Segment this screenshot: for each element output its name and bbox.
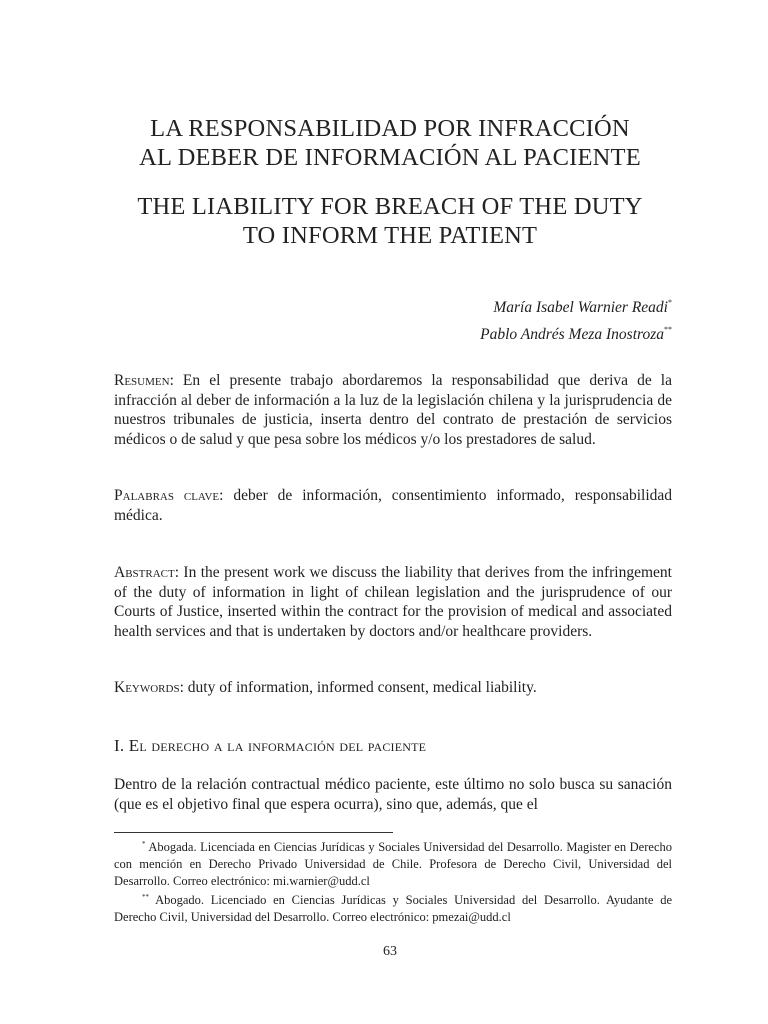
footnote-2-text: Abogado. Licenciado en Ciencias Jurídicas y Sociales Universidad del Desarrollo. Ayudante de Derecho Civil, Universidad del Desarrollo. Correo electrónico: pmezai@udd.cl: [114, 893, 672, 925]
author-1: [480, 292, 672, 319]
author-1-footnote-mark[interactable]: *: [668, 298, 672, 307]
author-1-name: María Isabel Warnier Readi: [493, 299, 668, 316]
english-title: [100, 192, 680, 250]
palabras-clave-text: deber de información, consentimiento informado, responsabilidad médica.: [114, 487, 673, 524]
footnote-2-mark: **: [142, 893, 149, 902]
author-2-footnote-mark[interactable]: **: [664, 325, 672, 334]
keywords-label: Keywords:: [114, 679, 184, 696]
author-2-name: Pablo Andrés Meza Inostroza: [480, 326, 664, 343]
footnote-1: [114, 836, 672, 889]
resumen-paragraph: [114, 371, 672, 449]
resumen-text: En el presente trabajo abordaremos la responsabilidad que deriva de la infracción al deber de información a la luz de la legislación chilena y la jurisprudencia de nuestros tribunales de justicia, inserta dentro del contrato de prestación de servicios médicos o de salud y que pesa sobre los médicos y/o los prestadores de salud.: [114, 372, 672, 448]
body-paragraph: Dentro de la relación contractual médico paciente, este último no solo busca su sanación (que es el objetivo final que espera ocurra), sino que, además, que el: [114, 776, 672, 813]
spanish-title: [100, 114, 680, 172]
author-2: [480, 319, 672, 346]
english-title-line-1: THE LIABILITY FOR BREACH OF THE DUTY: [137, 193, 643, 220]
abstract-text: In the present work we discuss the liability that derives from the infringement of the duty of information in light of chilean legislation and the jurisprudence of our Courts of Justice, inserted within the contract for the provision of medical and associated health services and that is undertaken by doctors and/or healthcare providers.: [114, 564, 672, 640]
footnote-2: [114, 889, 672, 926]
footnote-1-mark: *: [142, 840, 146, 848]
resumen-label: Resumen:: [114, 372, 174, 389]
abstract-label: Abstract:: [114, 564, 180, 581]
footnotes: [114, 836, 672, 926]
author-list: [480, 292, 672, 346]
spanish-title-line-1: LA RESPONSABILIDAD POR INFRACCIÓN: [150, 115, 630, 142]
keywords-text: duty of information, informed consent, medical liability.: [183, 679, 537, 696]
footnote-divider: [114, 832, 393, 833]
footnote-1-text: Abogada. Licenciada en Ciencias Jurídicas y Sociales Universidad del Desarrollo. Magister en Derecho con mención en Derecho Privado Universidad de Chile. Profesora de Derecho Civil, Universidad del Desarrollo. Correo electrónico: mi.warnier@udd.cl: [114, 840, 672, 888]
palabras-clave-paragraph: [114, 486, 672, 525]
spanish-title-line-2: AL DEBER DE INFORMACIÓN AL PACIENTE: [139, 144, 641, 171]
section-heading: I. El derecho a la información del paciente: [114, 736, 427, 755]
english-title-line-2: TO INFORM THE PATIENT: [242, 222, 538, 249]
keywords-paragraph: [114, 678, 672, 698]
abstract-paragraph: [114, 563, 672, 641]
page-number: 63: [383, 944, 397, 959]
palabras-clave-label: Palabras clave:: [114, 487, 224, 504]
